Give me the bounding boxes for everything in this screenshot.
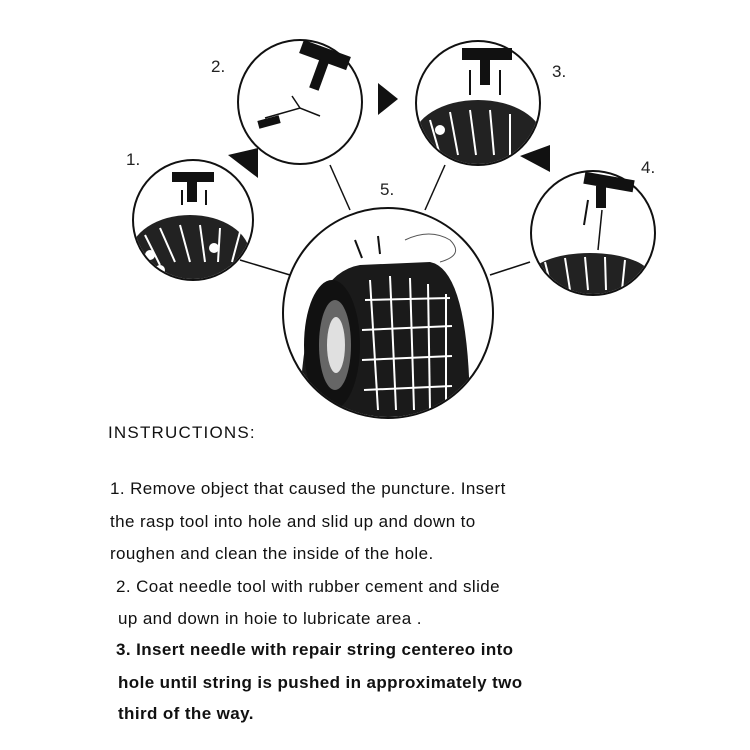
instruction-line: 1. Remove object that caused the puncture. Insert xyxy=(110,479,506,498)
instruction-line: roughen and clean the inside of the hole. xyxy=(110,544,434,563)
arrow-left-icon xyxy=(228,148,258,178)
step-number-2: 2. xyxy=(211,57,226,76)
instruction-line: up and down in hoie to lubricate area . xyxy=(118,609,422,628)
step-2-circle xyxy=(238,40,362,164)
step-1-circle xyxy=(130,160,253,295)
instructions-heading: INSTRUCTIONS: xyxy=(108,423,256,442)
arrow-left-icon xyxy=(520,145,550,172)
instruction-line: third of the way. xyxy=(118,704,254,723)
instruction-line: the rasp tool into hole and slid up and down to xyxy=(110,512,476,531)
step-number-5: 5. xyxy=(380,180,395,199)
step-number-3: 3. xyxy=(552,62,567,81)
instruction-line: 2. Coat needle tool with rubber cement and slide xyxy=(116,577,500,596)
step-4-circle xyxy=(528,171,655,303)
instruction-line: hole until string is pushed in approximately two xyxy=(118,673,523,692)
step-5-circle xyxy=(283,208,493,420)
arrow-right-icon xyxy=(378,83,398,115)
instruction-line: 3. Insert needle with repair string centereo into xyxy=(116,640,514,659)
step-number-1: 1. xyxy=(126,150,141,169)
step-number-4: 4. xyxy=(641,158,656,177)
step-3-circle xyxy=(413,41,543,180)
